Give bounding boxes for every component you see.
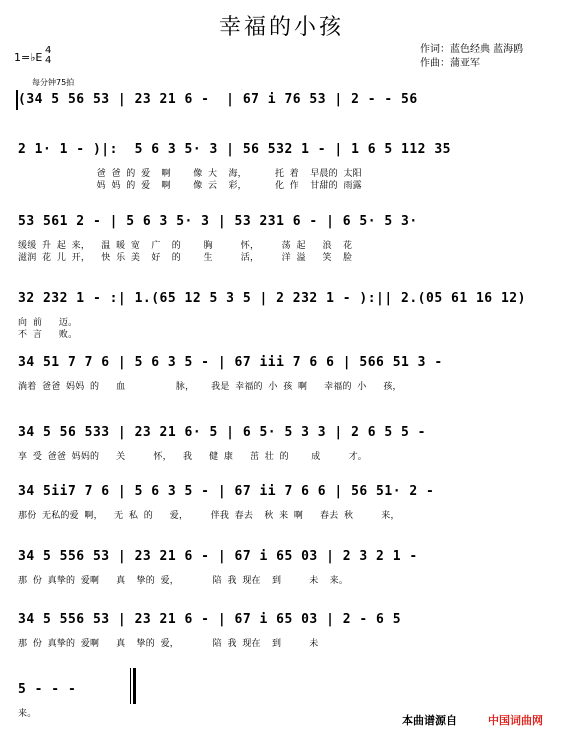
notation-line: 34 5 56 533 | 23 21 6· 5 | 6 5· 5 3 3 | 2 6 5 5 - bbox=[18, 425, 427, 440]
lyric-line: 享 受 爸爸 妈妈的 关 怀， 我 健 康 茁 壮 的 成 才。 bbox=[18, 452, 367, 462]
notation-line: 5 - - - bbox=[18, 682, 77, 697]
lyric-line: 那份 无私的爱 啊， 无 私 的 爱， 伴我 春去 秋 来 啊 春去 秋 来， bbox=[18, 511, 400, 521]
footer-source-label: 本曲谱源自 bbox=[402, 714, 457, 727]
lyric-line: 妈 妈 的 爱 啊 像 云 彩， 化 作 甘甜的 雨露 bbox=[18, 181, 362, 191]
lyric-line: 爸 爸 的 爱 啊 像 大 海， 托 着 早晨的 太阳 bbox=[18, 169, 362, 179]
lyric-line: 淌着 爸爸 妈妈 的 血 脉， 我是 幸福的 小 孩 啊 幸福的 小 孩， bbox=[18, 382, 402, 392]
lyric-line: 不 言 败。 bbox=[18, 330, 78, 340]
score-title: 幸福的小孩 bbox=[218, 15, 344, 40]
key-signature: 1=♭E bbox=[14, 51, 43, 64]
lyric-line: 缓缓 升 起 来， 温 暖 宽 广 的 胸 怀， 荡 起 浪 花 bbox=[18, 241, 353, 251]
lyric-line: 来。 bbox=[18, 709, 37, 719]
lyric-line: 滋润 花 儿 开， 快 乐 美 好 的 生 活， 洋 溢 笑 脸 bbox=[18, 253, 353, 263]
final-barline bbox=[130, 668, 131, 704]
lyric-line: 那 份 真挚的 爱啊 真 挚的 爱， 陪 我 现在 到 未 bbox=[18, 639, 319, 649]
time-signature-top: 4 bbox=[45, 45, 52, 56]
opening-barline bbox=[16, 90, 18, 110]
lyric-line: 向 前 迈。 bbox=[18, 318, 78, 328]
notation-line: 34 5 556 53 | 23 21 6 - | 67 i 65 03 | 2 - 6 5 bbox=[18, 612, 402, 627]
notation-line: 34 51 7 7 6 | 5 6 3 5 - | 67 iii 7 6 6 | 566 51 3 - bbox=[18, 355, 443, 370]
lyric-line: 那 份 真挚的 爱啊 真 挚的 爱， 陪 我 现在 到 未 来。 bbox=[18, 576, 349, 586]
notation-line: 53 561 2 - | 5 6 3 5· 3 | 53 231 6 - | 6 5· 5 3· bbox=[18, 214, 418, 229]
notation-line: 34 5ii7 7 6 | 5 6 3 5 - | 67 ii 7 6 6 | 56 51· 2 - bbox=[18, 484, 435, 499]
lyricist-credit: 作词：蓝色经典 蓝海鸥 bbox=[420, 44, 524, 55]
time-signature bbox=[45, 46, 51, 66]
notation-line: (34 5 56 53 | 23 21 6 - | 67 i 76 53 | 2 - - 56 bbox=[18, 92, 418, 107]
notation-line: 2 1· 1 - )|: 5 6 3 5· 3 | 56 532 1 - | 1 6 5 112 35 bbox=[18, 142, 451, 157]
notation-line: 34 5 556 53 | 23 21 6 - | 67 i 65 03 | 2 3 2 1 - bbox=[18, 549, 418, 564]
footer-site-name[interactable]: 中国词曲网 bbox=[488, 714, 543, 727]
composer-credit: 作曲：蒲亚军 bbox=[420, 58, 480, 69]
notation-line: 32 232 1 - :| 1.(65 12 5 3 5 | 2 232 1 - ):|| 2.(05 61 16 12) bbox=[18, 291, 526, 306]
tempo-marking: 每分钟75拍 bbox=[32, 78, 75, 87]
time-signature-bottom: 4 bbox=[45, 55, 52, 66]
final-barline bbox=[133, 668, 136, 704]
